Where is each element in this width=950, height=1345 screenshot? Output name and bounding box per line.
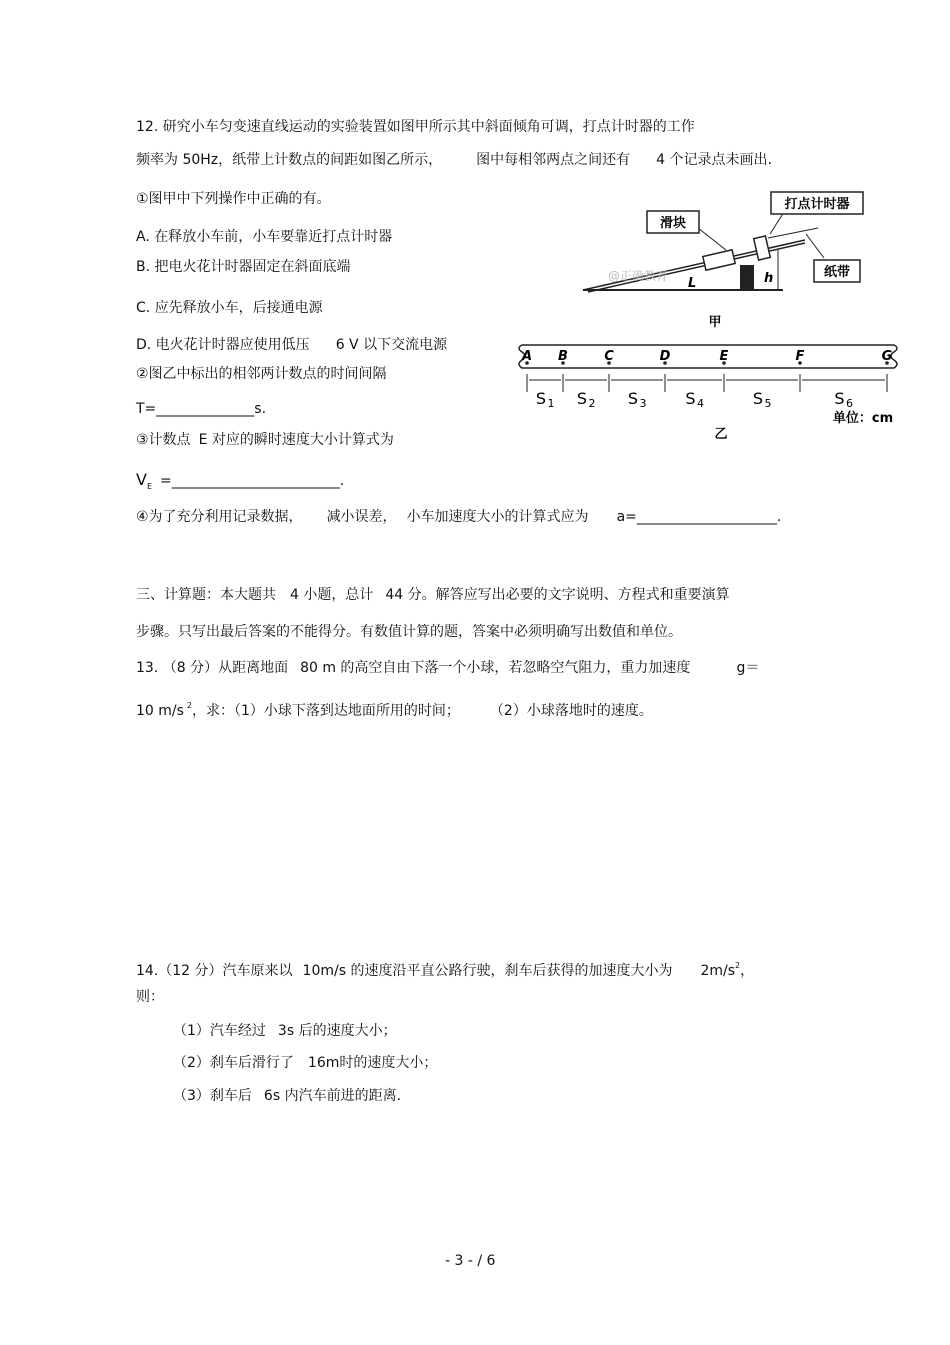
q12-sub2-blank: T=______________s. [136, 401, 267, 417]
q14-line1-part-b: 10m/s 的速度沿平直公路行驶，刹车后获得的加速度大小为 [302, 963, 673, 979]
q12-line1: 12. 研究小车匀变速直线运动的实验装置如图甲所示其中斜面倾角可调，打点计时器的工作 [136, 119, 695, 135]
watermark: @正确教育 [608, 269, 669, 283]
q12-option-a: A. 在释放小车前，小车要靠近打点计时器 [136, 229, 393, 245]
support-block [740, 265, 754, 291]
height-label: h [764, 271, 774, 286]
tape-point-label-e: E [719, 349, 729, 364]
q12-sub3-part-b: E 对应的瞬时速度大小计算式为 [198, 432, 394, 448]
q12-sub3 [136, 430, 394, 450]
segment-label-3: S [627, 389, 639, 408]
timer-label: 打点计时器 [784, 197, 850, 212]
segment-subscript-2: 2 [588, 397, 596, 410]
section3-line1-part-a: 三、计算题：本大题共 [136, 587, 276, 603]
q14-item2-part-a: （2）刹车后滑行了 [173, 1055, 294, 1071]
q12-option-d-part-a: D. 电火花计时器应使用低压 [136, 337, 310, 353]
q12-line2-part-b: 图中每相邻两点之间还有 [476, 152, 631, 168]
q12-option-d-part-b: 6 V 以下交流电源 [335, 337, 448, 353]
q12-line2-part-a: 频率为 50Hz，纸带上计数点的间距如图乙所示， [136, 152, 443, 168]
section3-line2: 步骤。只写出最后答案的不能得分。有数值计算的题，答案中必须明确写出数值和单位。 [136, 624, 682, 640]
q12-line2-part-c: 4 个记录点未画出. [656, 152, 772, 168]
q12-option-d [136, 335, 447, 355]
q14-line1 [136, 956, 754, 981]
timer-device [754, 236, 771, 260]
q14-item1 [173, 1021, 397, 1041]
q12-sub4-part-a: ④为了充分利用记录数据， [136, 509, 303, 525]
section3-line1-part-b: 4 小题，总计 [290, 587, 374, 603]
ve-subscript: E [146, 482, 153, 491]
section3-line1-part-c: 44 分。解答应写出必要的文字说明、方程式和重要演算 [385, 587, 730, 603]
slider-label: 滑块 [659, 216, 687, 231]
q13-line1 [136, 658, 759, 678]
tape-point-label-g: G [881, 349, 893, 364]
q14-item2-part-b: 16m时的速度大小； [307, 1055, 438, 1071]
tape-point-label-c: C [604, 349, 614, 364]
tape-point-label-d: D [659, 349, 671, 364]
q13-line1-part-c: g＝ [736, 660, 760, 676]
segment-label-2: S [576, 389, 588, 408]
q12-line2 [136, 150, 772, 170]
q14-line1-part-d: ， [740, 963, 755, 979]
segment-label-5: S [752, 389, 764, 408]
q13-line2-part-a: 10 m/s [136, 703, 184, 719]
q13-line2-part-b: ，求：（1）小球下落到达地面所用的时间； [192, 703, 460, 719]
segment-subscript-5: 5 [764, 397, 772, 410]
q12-option-c: C. 应先释放小车，后接通电源 [136, 300, 323, 316]
tape-point-label-f: F [795, 349, 805, 364]
q14-item2 [173, 1053, 437, 1073]
q12-ve-line [136, 470, 344, 497]
q14-item3-part-b: 6s 内汽车前进的距离. [263, 1088, 402, 1104]
tape-outline [519, 345, 897, 368]
page-number: - 3 - / 6 [445, 1253, 496, 1269]
experiment-figure [508, 190, 903, 445]
q12-sub3-part-a: ③计数点 [136, 432, 191, 448]
ve-letter: V [136, 470, 147, 489]
unit-label: 单位：cm [832, 411, 894, 426]
q14-item3 [173, 1086, 401, 1106]
slider-leader [698, 228, 726, 250]
ve-blank: =________________________. [160, 473, 345, 489]
incline-apparatus [583, 192, 863, 330]
length-label: L [688, 276, 697, 291]
caption-jia: 甲 [708, 315, 722, 330]
segment-label-1: S [535, 389, 547, 408]
q14-line1-superscript: 2 [735, 961, 741, 970]
q12-sub4-part-c: 小车加速度大小的计算式应为 [406, 509, 589, 525]
segment-label-6: S [834, 389, 845, 408]
segment-subscript-4: 4 [697, 397, 704, 410]
paper-tape [519, 345, 897, 442]
slider-block [703, 250, 735, 270]
q14-line1-part-c: 2m/s [700, 963, 736, 979]
q14-item1-part-a: （1）汽车经过 [173, 1023, 266, 1039]
figure-svg [508, 190, 903, 445]
q13-line1-part-a: 13. （8 分）从距离地面 [136, 660, 289, 676]
q14-item3-part-a: （3）刹车后 [173, 1088, 252, 1104]
tape-point-label-a: A [521, 349, 533, 364]
q13-line2-part-c: （2）小球落地时的速度。 [489, 703, 653, 719]
q12-sub2: ②图乙中标出的相邻两计数点的时间间隔 [136, 366, 387, 382]
timer-leader [770, 212, 784, 234]
caption-yi: 乙 [714, 427, 728, 442]
q14-line2: 则： [136, 989, 164, 1005]
q12-sub1: ①图甲中下列操作中正确的有。 [136, 191, 331, 207]
q12-option-b: B. 把电火花计时器固定在斜面底端 [136, 259, 351, 275]
paper-tape-line [768, 228, 818, 238]
segment-subscript-3: 3 [639, 397, 647, 410]
segment-subscript-1: 1 [547, 397, 555, 410]
segment-label-4: S [685, 389, 696, 408]
section3-line1 [136, 585, 730, 605]
segment-subscript-6: 6 [846, 397, 853, 410]
q12-sub4-part-d: a=____________________. [616, 509, 782, 525]
q12-sub4-part-b: 减小误差， [326, 509, 397, 525]
q13-line2-superscript: 2 [186, 701, 193, 710]
q13-line2 [136, 696, 653, 721]
tape-point-label-b: B [558, 349, 568, 364]
q12-sub4 [136, 507, 781, 527]
q14-item1-part-b: 3s 后的速度大小； [277, 1023, 397, 1039]
q14-line1-part-a: 14.（12 分）汽车原来以 [136, 963, 293, 979]
q13-line1-part-b: 80 m 的高空自由下落一个小球，若忽略空气阻力，重力加速度 [300, 660, 691, 676]
tape-label: 纸带 [823, 265, 851, 280]
tape-leader [806, 234, 824, 258]
